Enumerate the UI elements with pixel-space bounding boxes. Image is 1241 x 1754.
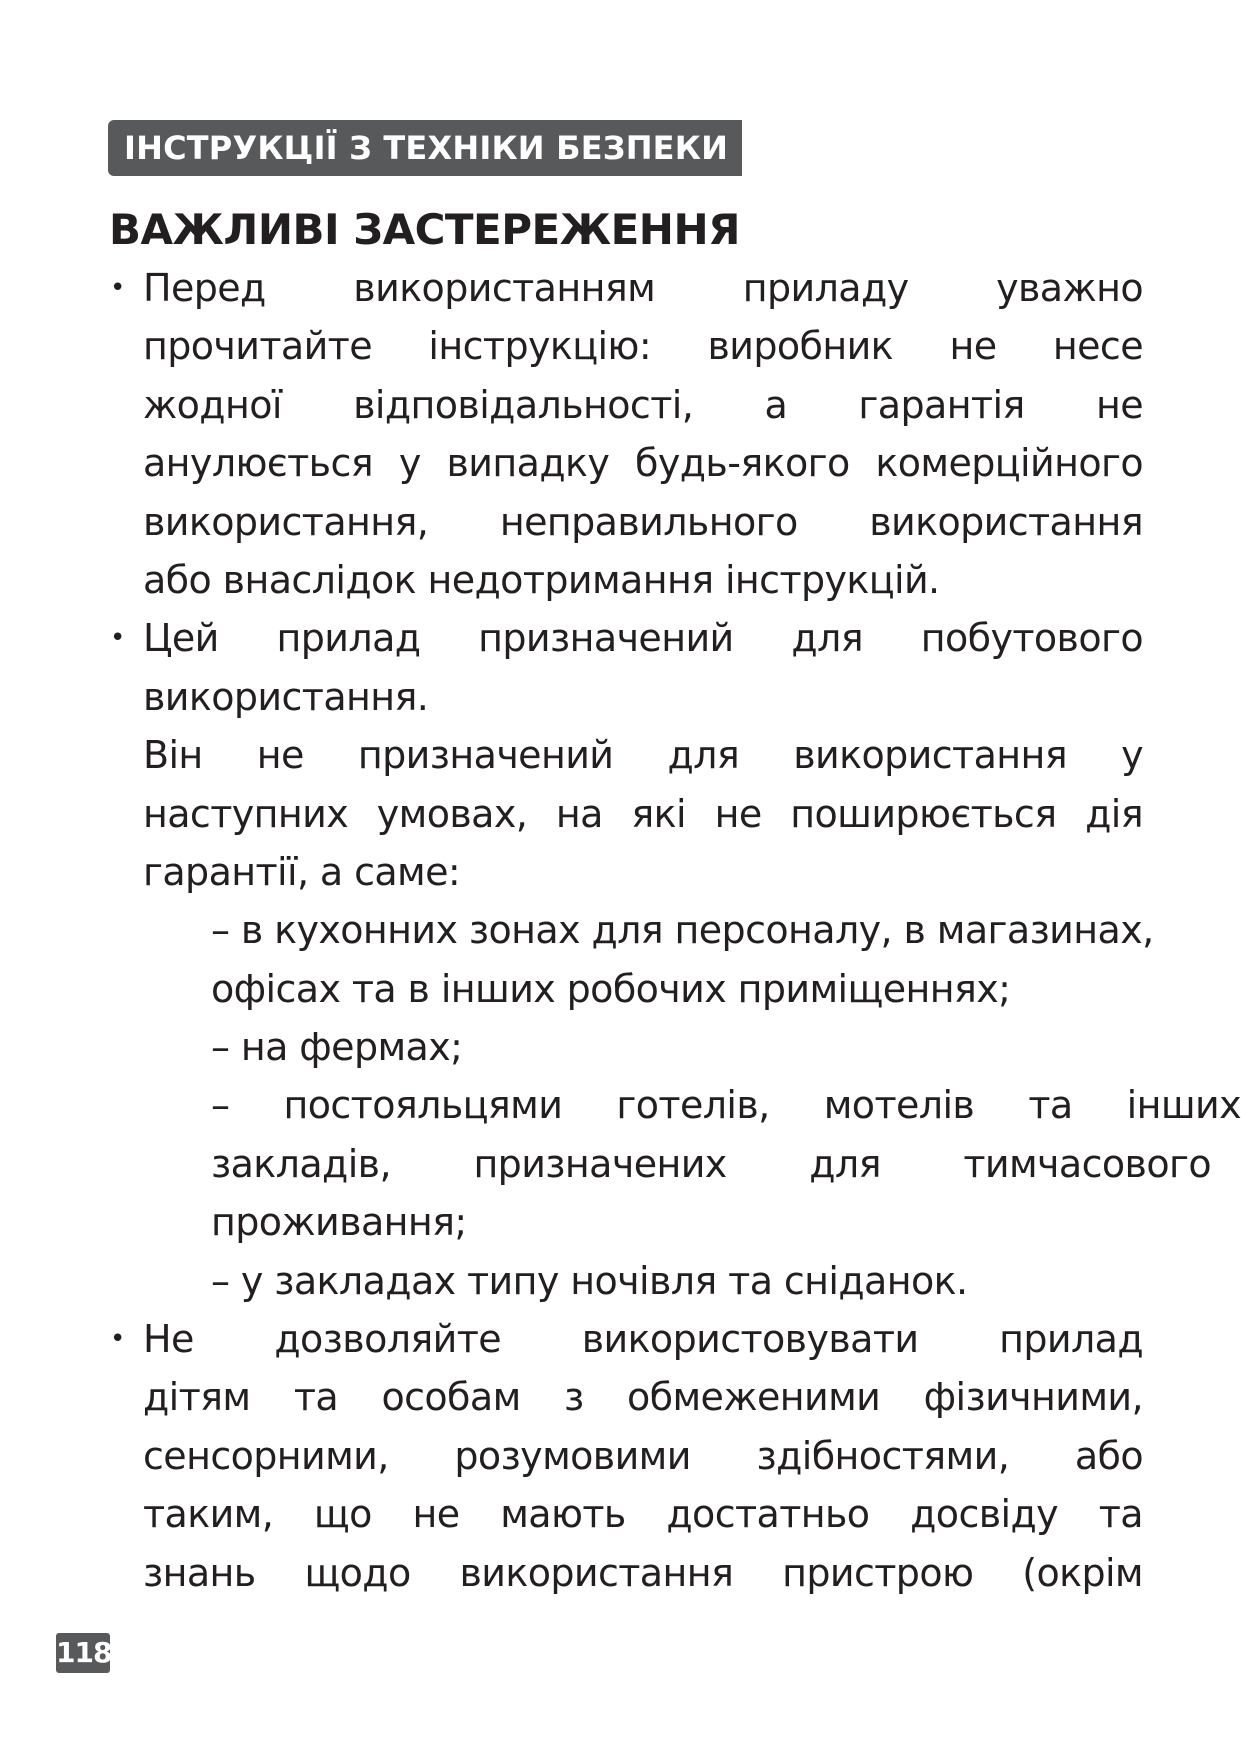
text-line: використання.	[143, 674, 429, 719]
text-line: – на фермах;	[211, 1025, 463, 1070]
text-line: або внаслідок недотримання інструкцій.	[143, 557, 940, 602]
text-line: наступних умовах, на які не поширюється дія	[143, 791, 1143, 836]
safety-content	[105, 259, 1241, 1602]
text-line: знань щодо використання пристрою (окрім	[143, 1550, 1143, 1595]
sub-list	[143, 901, 1241, 1310]
text-line: проживання;	[211, 1200, 467, 1245]
sub-item	[211, 1076, 1241, 1251]
bullet-item	[105, 609, 1241, 1310]
text-line: – в кухонних зонах для персоналу, в магазинах,	[211, 908, 1154, 953]
text-line: Він не призначений для використання у	[143, 733, 1143, 778]
bullet-dot: •	[110, 1324, 126, 1355]
text-line: таким, що не мають достатньо досвіду та	[143, 1492, 1143, 1537]
section-badge: ІНСТРУКЦІЇ З ТЕХНІКИ БЕЗПЕКИ	[108, 120, 742, 176]
text-line: Цей прилад призначений для побутового	[143, 616, 1143, 661]
text-line: гарантії, а саме:	[143, 849, 461, 894]
text-line: офісах та в інших робочих приміщеннях;	[211, 966, 1011, 1011]
text-line: жодної відповідальності, а гарантія не	[143, 382, 1143, 427]
sub-item	[211, 901, 1175, 1018]
page-number: 118	[56, 1633, 110, 1673]
sub-item	[211, 1252, 1175, 1310]
text-line: сенсорними, розумовими здібностями, або	[143, 1433, 1143, 1478]
bullet-dot: •	[110, 273, 126, 303]
text-line: Перед використанням приладу уважно	[143, 266, 1143, 310]
text-line: Не дозволяйте використовувати прилад	[143, 1317, 1143, 1362]
page-title: ВАЖЛИВІ ЗАСТЕРЕЖЕННЯ	[109, 205, 740, 254]
text-line: закладів, призначених для тимчасового	[211, 1141, 1211, 1186]
text-line: дітям та особам з обмеженими фізичними,	[143, 1375, 1143, 1420]
text-line: – у закладах типу ночівля та сніданок.	[211, 1258, 968, 1303]
text-line: – постояльцями готелів, мотелів та інших	[211, 1083, 1241, 1128]
bullet-item	[105, 259, 1175, 609]
text-line: прочитайте інструкцію: виробник не несе	[143, 324, 1143, 369]
sub-item	[211, 1018, 1175, 1076]
bullet-item	[105, 1310, 1175, 1602]
bullet-dot: •	[110, 623, 126, 654]
text-line: анулюється у випадку будь-якого комерційного	[143, 441, 1143, 486]
text-line: використання, неправильного використання	[143, 499, 1143, 544]
